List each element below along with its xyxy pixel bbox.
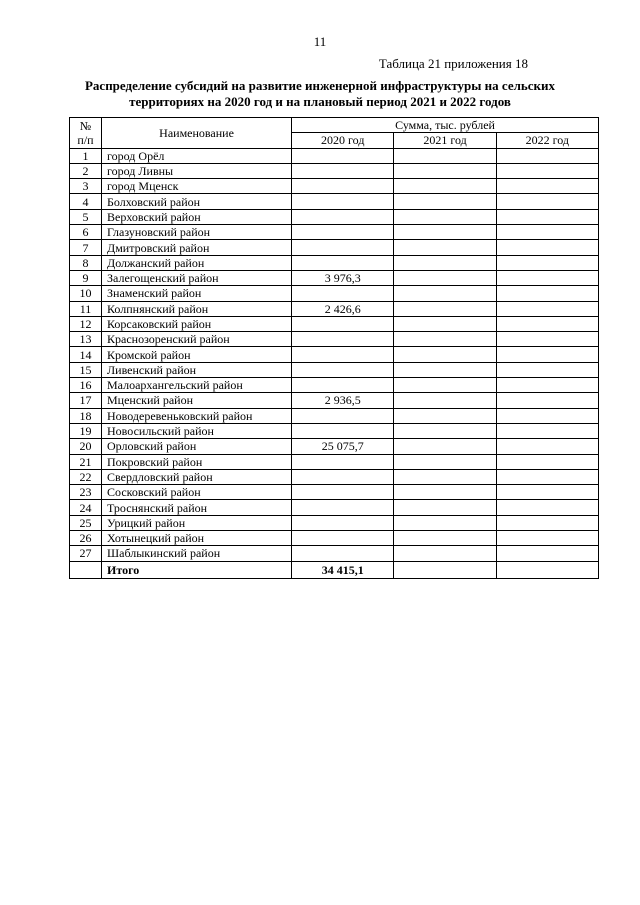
row-number: 7 bbox=[70, 240, 102, 255]
total-2020: 34 415,1 bbox=[292, 561, 394, 578]
total-2022 bbox=[496, 561, 598, 578]
row-value-2022 bbox=[496, 148, 598, 163]
row-number: 22 bbox=[70, 469, 102, 484]
row-value-2020: 2 426,6 bbox=[292, 301, 394, 316]
row-number: 12 bbox=[70, 316, 102, 331]
row-value-2022 bbox=[496, 332, 598, 347]
table-row bbox=[70, 546, 599, 561]
table-row bbox=[70, 209, 599, 224]
row-value-2021 bbox=[394, 469, 496, 484]
row-value-2022 bbox=[496, 393, 598, 408]
row-value-2022 bbox=[496, 500, 598, 515]
row-number: 26 bbox=[70, 531, 102, 546]
page-number: 11 bbox=[313, 34, 327, 49]
row-number: 25 bbox=[70, 515, 102, 530]
row-name: Знаменский район bbox=[102, 286, 292, 301]
header-number-line2: п/п bbox=[77, 132, 94, 147]
row-value-2021 bbox=[394, 286, 496, 301]
row-value-2022 bbox=[496, 179, 598, 194]
table-row bbox=[70, 362, 599, 377]
row-name: Мценский район bbox=[102, 393, 292, 408]
row-value-2021 bbox=[394, 454, 496, 469]
row-value-2020 bbox=[292, 362, 394, 377]
row-number: 13 bbox=[70, 332, 102, 347]
row-name: Должанский район bbox=[102, 255, 292, 270]
row-name: Сосковский район bbox=[102, 485, 292, 500]
row-value-2022 bbox=[496, 515, 598, 530]
table-row bbox=[70, 194, 599, 209]
table-row bbox=[70, 408, 599, 423]
row-value-2020 bbox=[292, 194, 394, 209]
row-name: Дмитровский район bbox=[102, 240, 292, 255]
row-value-2020 bbox=[292, 531, 394, 546]
table-row bbox=[70, 515, 599, 530]
header-name: Наименование bbox=[102, 118, 292, 149]
row-value-2022 bbox=[496, 255, 598, 270]
total-label: Итого bbox=[102, 561, 292, 578]
total-row bbox=[70, 561, 599, 578]
row-number: 17 bbox=[70, 393, 102, 408]
row-value-2022 bbox=[496, 225, 598, 240]
row-value-2022 bbox=[496, 316, 598, 331]
row-value-2021 bbox=[394, 270, 496, 285]
row-value-2022 bbox=[496, 439, 598, 454]
table-row bbox=[70, 240, 599, 255]
row-value-2021 bbox=[394, 301, 496, 316]
table-row bbox=[70, 225, 599, 240]
row-number: 10 bbox=[70, 286, 102, 301]
row-name: Краснозоренский район bbox=[102, 332, 292, 347]
row-value-2020 bbox=[292, 469, 394, 484]
row-value-2021 bbox=[394, 378, 496, 393]
row-value-2020 bbox=[292, 515, 394, 530]
row-number: 27 bbox=[70, 546, 102, 561]
row-name: Верховский район bbox=[102, 209, 292, 224]
table-row bbox=[70, 255, 599, 270]
table-row bbox=[70, 316, 599, 331]
header-number bbox=[70, 118, 102, 149]
row-name: Новодеревеньковский район bbox=[102, 408, 292, 423]
row-value-2022 bbox=[496, 408, 598, 423]
row-value-2021 bbox=[394, 240, 496, 255]
row-value-2022 bbox=[496, 301, 598, 316]
row-value-2020 bbox=[292, 209, 394, 224]
row-value-2020 bbox=[292, 240, 394, 255]
row-value-2022 bbox=[496, 378, 598, 393]
row-name: Шаблыкинский район bbox=[102, 546, 292, 561]
row-value-2020 bbox=[292, 423, 394, 438]
row-value-2022 bbox=[496, 546, 598, 561]
row-value-2022 bbox=[496, 347, 598, 362]
table-row bbox=[70, 301, 599, 316]
table-row bbox=[70, 485, 599, 500]
row-value-2021 bbox=[394, 332, 496, 347]
row-number: 11 bbox=[70, 301, 102, 316]
row-value-2021 bbox=[394, 362, 496, 377]
table-row bbox=[70, 332, 599, 347]
row-number: 3 bbox=[70, 179, 102, 194]
row-value-2022 bbox=[496, 454, 598, 469]
row-number: 24 bbox=[70, 500, 102, 515]
row-value-2022 bbox=[496, 240, 598, 255]
row-number: 23 bbox=[70, 485, 102, 500]
appendix-reference: Таблица 21 приложения 18 bbox=[378, 56, 528, 71]
table-row bbox=[70, 469, 599, 484]
header-year-2020: 2020 год bbox=[292, 133, 394, 148]
row-value-2021 bbox=[394, 515, 496, 530]
row-name: город Мценск bbox=[102, 179, 292, 194]
row-value-2020 bbox=[292, 225, 394, 240]
row-value-2021 bbox=[394, 485, 496, 500]
table-body bbox=[70, 148, 599, 561]
row-name: Свердловский район bbox=[102, 469, 292, 484]
row-number: 21 bbox=[70, 454, 102, 469]
table-row bbox=[70, 286, 599, 301]
row-value-2022 bbox=[496, 209, 598, 224]
subsidy-table bbox=[69, 117, 599, 579]
table-row bbox=[70, 531, 599, 546]
row-number: 20 bbox=[70, 439, 102, 454]
table-row bbox=[70, 270, 599, 285]
row-value-2020 bbox=[292, 378, 394, 393]
row-name: Орловский район bbox=[102, 439, 292, 454]
row-value-2022 bbox=[496, 531, 598, 546]
total-2021 bbox=[394, 561, 496, 578]
row-value-2022 bbox=[496, 362, 598, 377]
table-row bbox=[70, 378, 599, 393]
row-value-2020 bbox=[292, 485, 394, 500]
row-number: 2 bbox=[70, 163, 102, 178]
row-number: 15 bbox=[70, 362, 102, 377]
row-value-2020 bbox=[292, 255, 394, 270]
row-value-2021 bbox=[394, 500, 496, 515]
row-value-2020 bbox=[292, 316, 394, 331]
row-number: 18 bbox=[70, 408, 102, 423]
row-value-2020: 3 976,3 bbox=[292, 270, 394, 285]
table-header bbox=[70, 118, 599, 149]
row-name: Новосильский район bbox=[102, 423, 292, 438]
row-name: Глазуновский район bbox=[102, 225, 292, 240]
row-value-2021 bbox=[394, 546, 496, 561]
row-value-2020 bbox=[292, 546, 394, 561]
row-value-2020 bbox=[292, 408, 394, 423]
row-value-2022 bbox=[496, 194, 598, 209]
row-value-2021 bbox=[394, 316, 496, 331]
row-number: 9 bbox=[70, 270, 102, 285]
title-line-2: территориях на 2020 год и на плановый период 2021 и 2022 годов bbox=[129, 94, 511, 109]
total-number-cell bbox=[70, 561, 102, 578]
row-name: город Ливны bbox=[102, 163, 292, 178]
row-value-2021 bbox=[394, 209, 496, 224]
row-name: Корсаковский район bbox=[102, 316, 292, 331]
row-value-2020 bbox=[292, 286, 394, 301]
row-value-2022 bbox=[496, 423, 598, 438]
row-value-2022 bbox=[496, 485, 598, 500]
table-row bbox=[70, 500, 599, 515]
row-number: 1 bbox=[70, 148, 102, 163]
header-year-2022: 2022 год bbox=[496, 133, 598, 148]
row-value-2020 bbox=[292, 347, 394, 362]
row-number: 4 bbox=[70, 194, 102, 209]
row-value-2020: 2 936,5 bbox=[292, 393, 394, 408]
row-value-2022 bbox=[496, 286, 598, 301]
table-row bbox=[70, 439, 599, 454]
row-value-2022 bbox=[496, 270, 598, 285]
row-value-2021 bbox=[394, 194, 496, 209]
row-name: Болховский район bbox=[102, 194, 292, 209]
row-value-2021 bbox=[394, 163, 496, 178]
row-value-2020 bbox=[292, 148, 394, 163]
row-value-2020 bbox=[292, 332, 394, 347]
row-value-2021 bbox=[394, 423, 496, 438]
row-value-2020 bbox=[292, 500, 394, 515]
row-name: Кромской район bbox=[102, 347, 292, 362]
row-value-2021 bbox=[394, 225, 496, 240]
row-number: 8 bbox=[70, 255, 102, 270]
row-value-2020: 25 075,7 bbox=[292, 439, 394, 454]
row-name: Залегощенский район bbox=[102, 270, 292, 285]
table-row bbox=[70, 423, 599, 438]
row-number: 5 bbox=[70, 209, 102, 224]
row-value-2020 bbox=[292, 454, 394, 469]
row-number: 14 bbox=[70, 347, 102, 362]
row-value-2020 bbox=[292, 179, 394, 194]
row-name: Троснянский район bbox=[102, 500, 292, 515]
row-value-2022 bbox=[496, 469, 598, 484]
table-row bbox=[70, 163, 599, 178]
row-value-2020 bbox=[292, 163, 394, 178]
title-line-1: Распределение субсидий на развитие инженерной инфраструктуры на сельских bbox=[84, 78, 556, 93]
table-row bbox=[70, 393, 599, 408]
row-name: город Орёл bbox=[102, 148, 292, 163]
table-row bbox=[70, 347, 599, 362]
row-value-2022 bbox=[496, 163, 598, 178]
document-title bbox=[70, 78, 570, 110]
row-name: Покровский район bbox=[102, 454, 292, 469]
row-name: Урицкий район bbox=[102, 515, 292, 530]
row-value-2021 bbox=[394, 408, 496, 423]
row-value-2021 bbox=[394, 148, 496, 163]
table-row bbox=[70, 179, 599, 194]
row-number: 6 bbox=[70, 225, 102, 240]
header-year-2021: 2021 год bbox=[394, 133, 496, 148]
row-name: Хотынецкий район bbox=[102, 531, 292, 546]
row-name: Ливенский район bbox=[102, 362, 292, 377]
row-name: Малоархангельский район bbox=[102, 378, 292, 393]
row-value-2021 bbox=[394, 255, 496, 270]
row-value-2021 bbox=[394, 439, 496, 454]
row-value-2021 bbox=[394, 393, 496, 408]
row-value-2021 bbox=[394, 347, 496, 362]
header-sum: Сумма, тыс. рублей bbox=[292, 118, 599, 133]
row-name: Колпнянский район bbox=[102, 301, 292, 316]
table-row bbox=[70, 148, 599, 163]
row-number: 16 bbox=[70, 378, 102, 393]
row-value-2021 bbox=[394, 531, 496, 546]
row-value-2021 bbox=[394, 179, 496, 194]
row-number: 19 bbox=[70, 423, 102, 438]
table-row bbox=[70, 454, 599, 469]
header-number-line1: № bbox=[79, 118, 92, 133]
